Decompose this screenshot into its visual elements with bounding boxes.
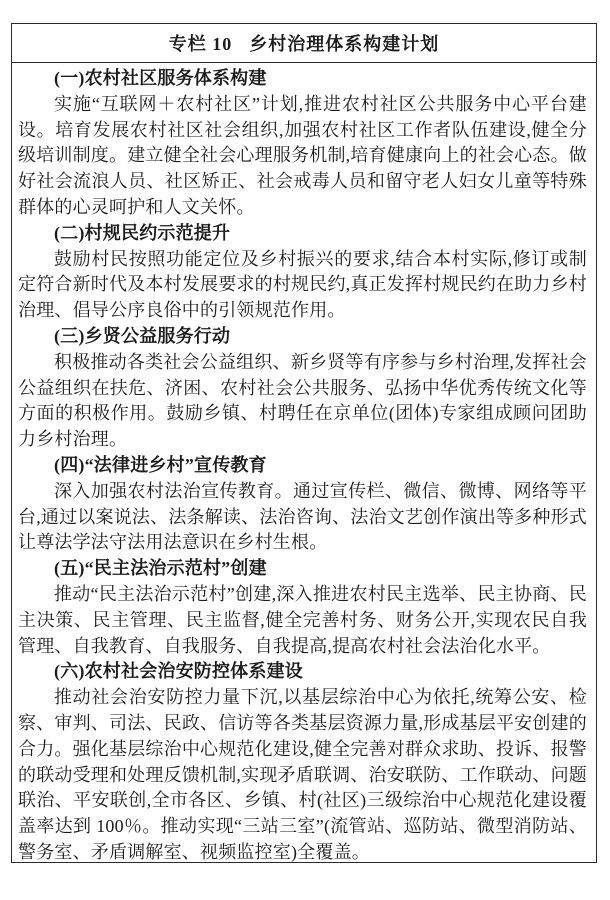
section-heading: (三)乡贤公益服务行动 bbox=[54, 325, 231, 346]
column-label: 专栏 10 bbox=[168, 34, 233, 54]
section-body: 实施“互联网＋农村社区”计划,推进农村社区公共服务中心平台建设。培育发展农村社区社会组织,加强农村社区工作者队伍建设,健全分级培训制度。建立健全社会心理服务机制,培育健康向上的社会心态。做好社会流浪人员、社区矫正、社会戒毒人员和留守老人妇女儿童等特殊群体的心灵呵护和人文关怀。 bbox=[18, 93, 587, 217]
column-title-row bbox=[12, 24, 596, 63]
section-body: 推动社会治安防控力量下沉,以基层综治中心为依托,统筹公安、检察、审判、司法、民政、信访等各类基层资源力量,形成基层平安创建的合力。强化基层综治中心规范化建设,健全完善对群众求助、投诉、报警的联动受理和处理反馈机制,实现矛盾联调、治安联防、工作联动、问题联治、平安联创,全市各区、乡镇、村(社区)三级综治中心规范化建设覆盖率达到 100％。推动实现“三站三室”(流管站、巡防站、微型消防站、警务室、矛盾调解室、视频监控室)全覆盖。 bbox=[18, 687, 587, 862]
section-body: 深入加强农村法治宣传教育。通过宣传栏、微信、微博、网络等平台,通过以案说法、法条解读、法治咨询、法治文艺创作演出等多种形式让尊法学法守法用法意识在乡村生根。 bbox=[18, 480, 587, 553]
column-content bbox=[12, 63, 596, 866]
column-title: 乡村治理体系构建计划 bbox=[249, 34, 440, 54]
section-body: 推动“民主法治示范村”创建,深入推进农村民主选举、民主协商、民主决策、民主管理、民主监督,健全完善村务、财务公开,实现农民自我管理、自我教育、自我服务、自我提高,提高农村社会法治化水平。 bbox=[18, 583, 587, 656]
section-body: 积极推动各类社会公益组织、新乡贤等有序参与乡村治理,发挥社会公益组织在扶危、济困、农村社会公共服务、弘扬中华优秀传统文化等方面的积极作用。鼓励乡镇、村聘任在京单位(团体)专家组成顾问团助力乡村治理。 bbox=[18, 351, 587, 450]
section-heading: (四)“法律进乡村”宣传教育 bbox=[54, 454, 267, 475]
section-heading: (二)村规民约示范提升 bbox=[54, 222, 231, 243]
section-4 bbox=[18, 453, 587, 556]
section-body: 鼓励村民按照功能定位及乡村振兴的要求,结合本村实际,修订或制定符合新时代及本村发展要求的村规民约,真正发挥村规民约在助力乡村治理、倡导公序良俗中的引领规范作用。 bbox=[18, 248, 587, 321]
section-3 bbox=[18, 324, 587, 453]
section-6 bbox=[18, 659, 587, 865]
section-2 bbox=[18, 221, 587, 324]
section-heading: (一)农村社区服务体系构建 bbox=[54, 68, 267, 88]
section-heading: (六)农村社会治安防控体系建设 bbox=[54, 661, 303, 682]
section-1 bbox=[18, 66, 587, 221]
column-box bbox=[11, 23, 597, 863]
section-heading: (五)“民主法治示范村”创建 bbox=[54, 558, 267, 579]
section-5 bbox=[18, 556, 587, 659]
